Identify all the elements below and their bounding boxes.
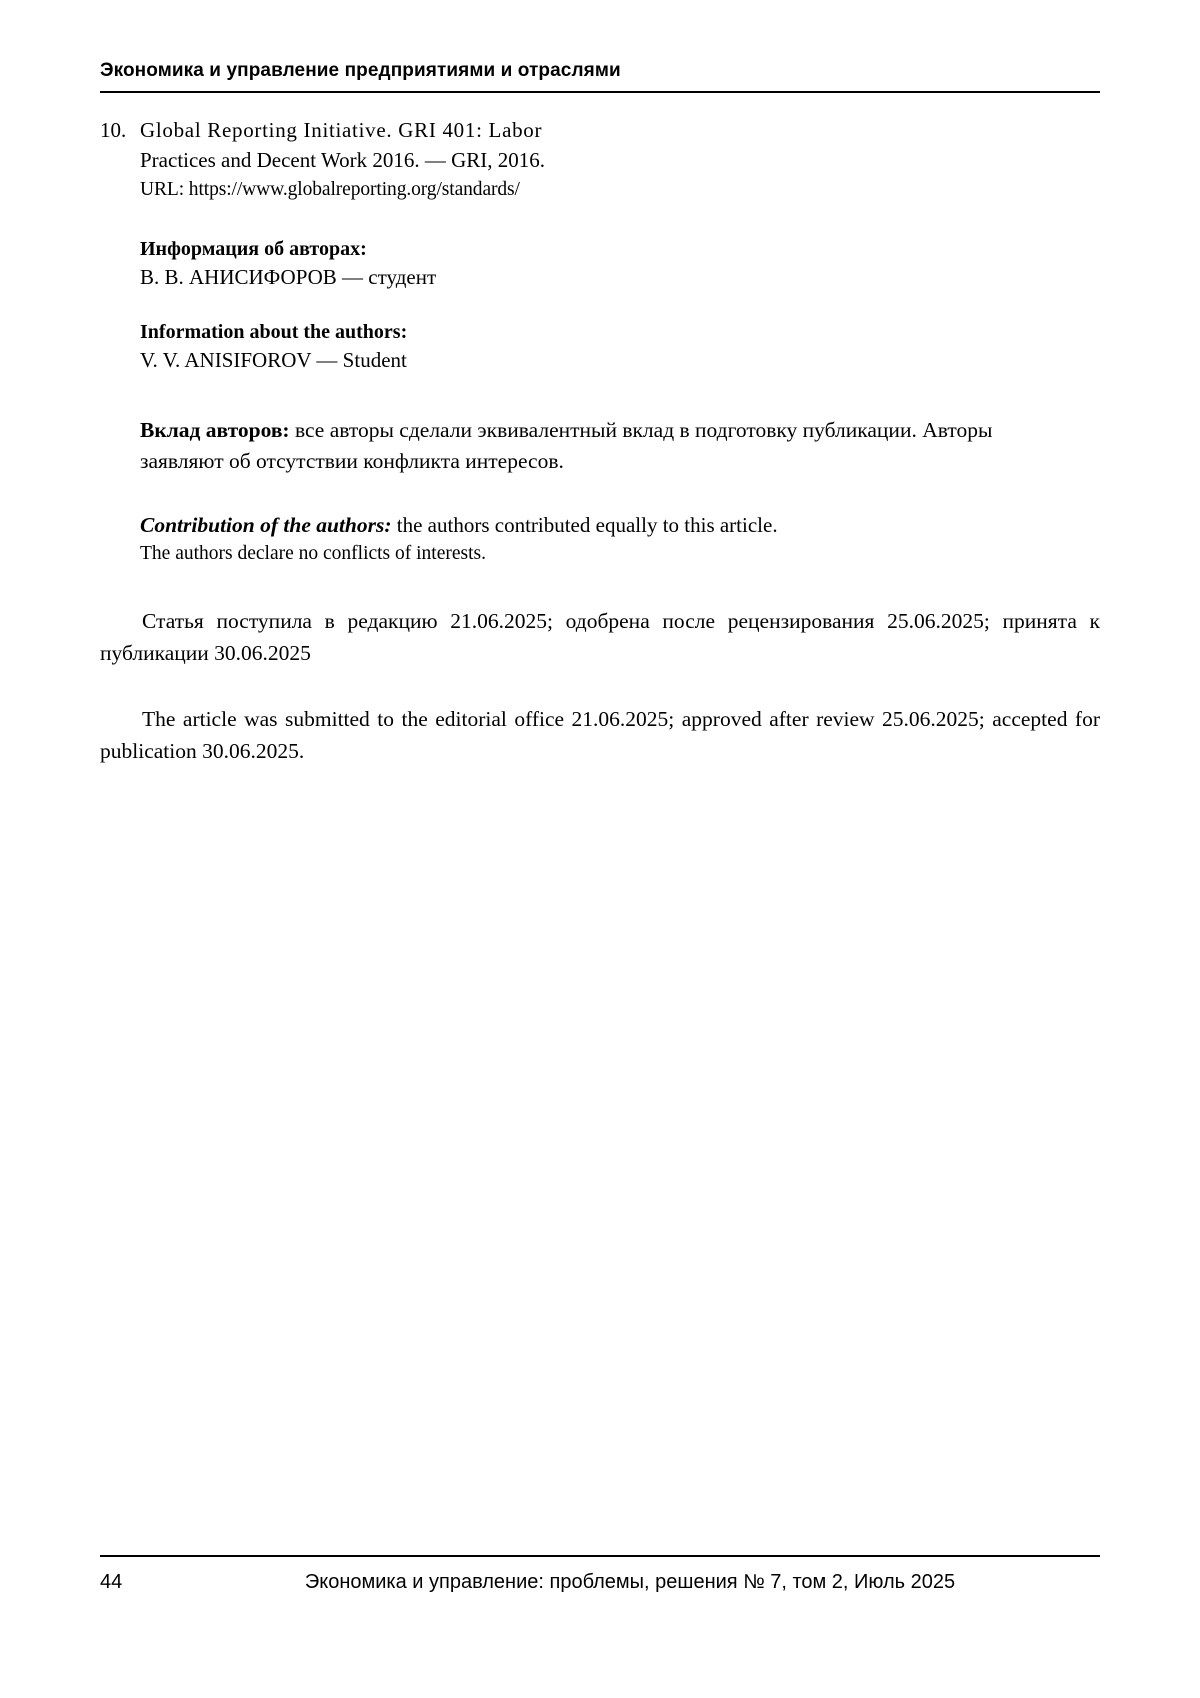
reference-item bbox=[100, 115, 1100, 205]
contribution-en-text: the authors contributed equally to this article. bbox=[391, 513, 778, 537]
reference-line-2: Practices and Decent Work 2016. — GRI, 2016. bbox=[140, 148, 545, 172]
running-head: Экономика и управление предприятиями и отраслями bbox=[100, 60, 621, 81]
submission-note-en: The article was submitted to the editorial office 21.06.2025; approved after review 25.06.2025; accepted for publication 30.06.2025. bbox=[100, 707, 1100, 763]
contribution-en-declaration: The authors declare no conflicts of interests. bbox=[140, 543, 487, 564]
contribution-en-main bbox=[140, 511, 1020, 540]
authors-info-en-line: V. V. ANISIFOROV — Student bbox=[140, 348, 407, 372]
journal-title: Экономика и управление: проблемы, решения № 7, том 2, Июль 2025 bbox=[304, 1571, 956, 1593]
submission-note-ru: Статья поступила в редакцию 21.06.2025; одобрена после рецензирования 25.06.2025; принята к публикации 30.06.2025 bbox=[100, 609, 1100, 665]
contribution-ru-lead: Вклад авторов: bbox=[140, 418, 290, 442]
reference-url: URL: https://www.globalreporting.org/standards/ bbox=[140, 179, 520, 200]
page-content bbox=[100, 60, 1100, 767]
reference-text bbox=[140, 115, 580, 205]
contribution-ru-text: все авторы сделали эквивалентный вклад в подготовку публикации. Авторы заявляют об отсутствии конфликта интересов. bbox=[140, 418, 993, 473]
authors-info-en-heading: Information about the authors: bbox=[140, 321, 408, 343]
page-number: 44 bbox=[100, 1571, 123, 1593]
authors-info-ru-line: В. В. АНИСИФОРОВ — студент bbox=[140, 265, 437, 289]
authors-info-ru bbox=[140, 235, 1100, 292]
contribution-en-lead: Contribution of the authors: bbox=[140, 513, 392, 537]
reference-number: 10. bbox=[100, 118, 127, 142]
contribution-ru bbox=[140, 415, 1020, 477]
header-rule bbox=[100, 91, 1100, 93]
footer-row bbox=[100, 1557, 1100, 1594]
page-footer bbox=[100, 1555, 1100, 1594]
contribution-en bbox=[140, 511, 1020, 567]
authors-info-en bbox=[140, 318, 1100, 375]
reference-line-1: Global Reporting Initiative. GRI 401: Labor bbox=[140, 118, 543, 142]
authors-info-ru-heading: Информация об авторах: bbox=[140, 238, 367, 260]
